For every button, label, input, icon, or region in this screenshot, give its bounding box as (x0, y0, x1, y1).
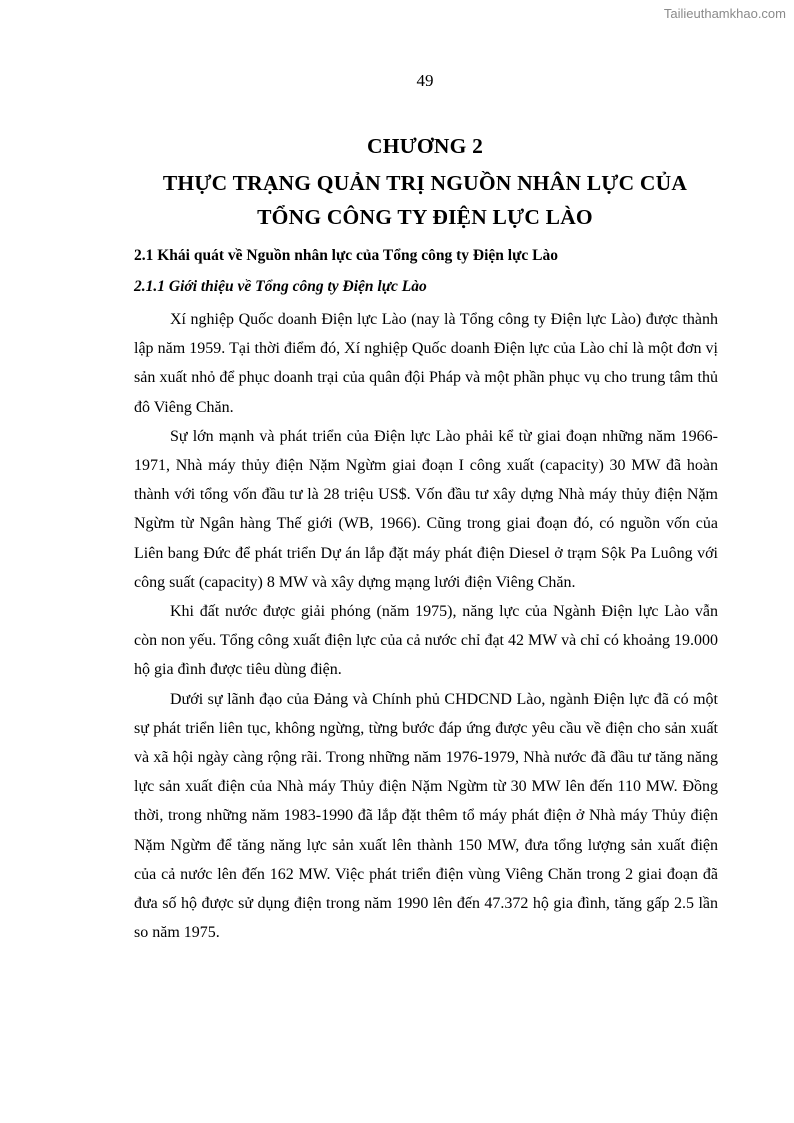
paragraph: Dưới sự lãnh đạo của Đảng và Chính phủ CHDCND Lào, ngành Điện lực đã có một sự phát triển liên tục, không ngừng, từng bước đáp ứng được yêu cầu về điện cho sản xuất và xã hội ngày càng rộng rãi. Trong những năm 1976-1979, Nhà nước đã đầu tư tăng năng lực sản xuất điện của Nhà máy Thủy điện Nặm Ngừm từ 30 MW lên đến 110 MW. Đồng thời, trong những năm 1983-1990 đã lắp đặt thêm tổ máy phát điện ở Nhà máy Thủy điện Nặm Ngừm để tăng năng lực sản xuất lên thành 150 MW, đưa tổng lượng sản xuất điện của cả nước lên đến 162 MW. Việc phát triển điện vùng Viêng Chăn trong 2 giai đoạn đã đưa số hộ được sử dụng điện trong năm 1990 lên đến 47.372 hộ gia đình, tăng gấp 2.5 lần so năm 1975. (134, 690, 718, 942)
paragraph: Xí nghiệp Quốc doanh Điện lực Lào (nay là Tổng công ty Điện lực Lào) được thành lập năm 1959. Tại thời điểm đó, Xí nghiệp Quốc doanh Điện lực của Lào chỉ là một đơn vị sản xuất nhỏ để phục doanh trại của quân đội Pháp và một phần phục vụ cho trung tâm thủ đô Viêng Chăn. (134, 311, 718, 416)
watermark-text: Tailieuthamkhao.com (663, 6, 786, 21)
subsection-heading: 2.1.1 Giới thiệu về Tổng công ty Điện lực Lào (134, 278, 427, 295)
body-text (134, 305, 718, 947)
chapter-title-line-1: THỰC TRẠNG QUẢN TRỊ NGUỒN NHÂN LỰC CỦA (162, 171, 688, 195)
page-number: 49 (416, 71, 434, 90)
chapter-title-line-2: TỔNG CÔNG TY ĐIỆN LỰC LÀO (257, 205, 593, 229)
paragraph: Khi đất nước được giải phóng (năm 1975), năng lực của Ngành Điện lực Lào vẫn còn non yếu. Tổng công xuất điện lực của cả nước chỉ đạt 42 MW và chỉ có khoảng 19.000 hộ gia đình được tiêu dùng điện. (134, 603, 718, 679)
chapter-number: CHƯƠNG 2 (366, 134, 484, 158)
paragraph: Sự lớn mạnh và phát triển của Điện lực Lào phải kể từ giai đoạn những năm 1966-1971, Nhà máy thủy điện Nặm Ngừm giai đoạn I công xuất (capacity) 30 MW đã hoàn thành với tổng vốn đầu tư là 28 triệu US$. Vốn đầu tư xây dựng Nhà máy thủy điện Nặm Ngừm từ Ngân hàng Thế giới (WB, 1966). Cũng trong giai đoạn đó, có nguồn vốn của Liên bang Đức để phát triển Dự án lắp đặt máy phát điện Diesel ở trạm Sộk Pa Luông với công suất (capacity) 8 MW và xây dựng mạng lưới điện Viêng Chăn. (134, 427, 718, 591)
section-heading: 2.1 Khái quát về Nguồn nhân lực của Tổng công ty Điện lực Lào (134, 247, 558, 264)
